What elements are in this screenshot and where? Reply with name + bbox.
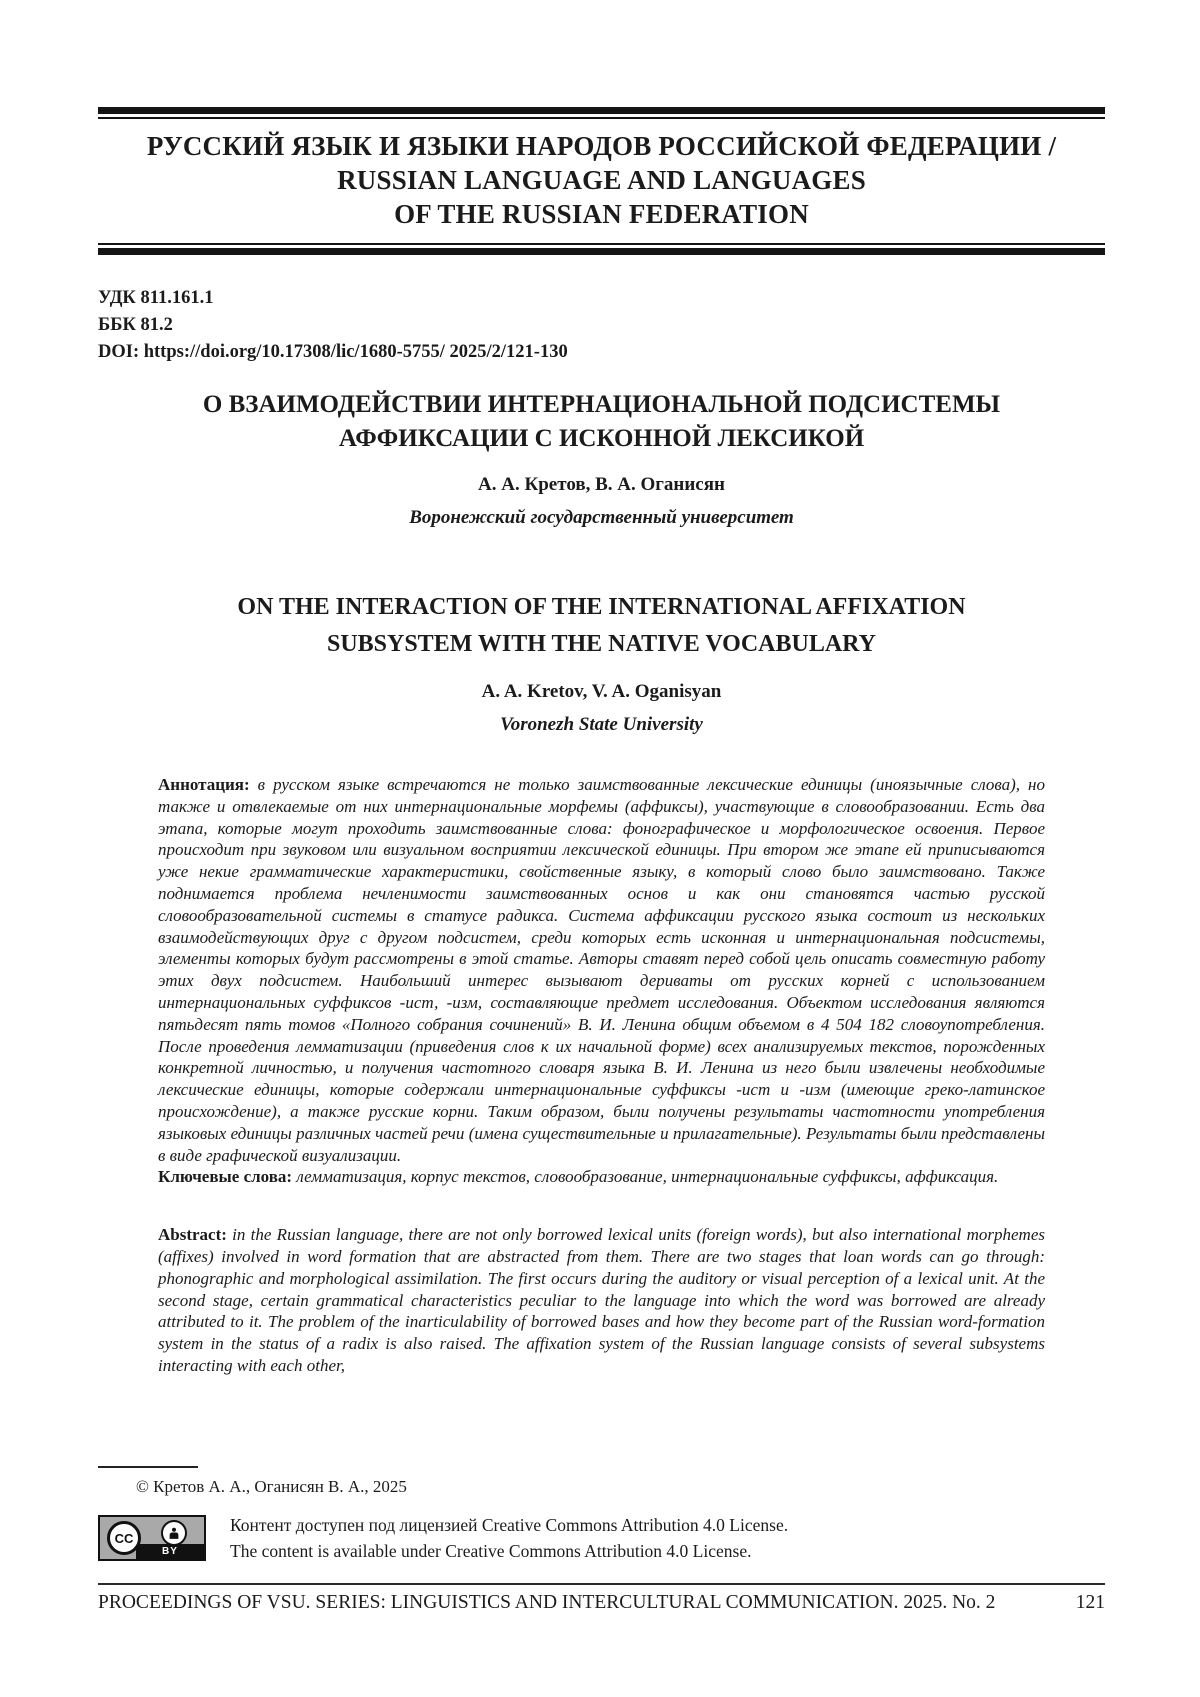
rubric-rule-top xyxy=(98,107,1105,119)
keywords-ru xyxy=(158,1166,1045,1188)
rubric-line-en-2: OF THE RUSSIAN FEDERATION xyxy=(394,199,809,229)
person-icon xyxy=(161,1520,187,1546)
abstract-ru-text: в русском языке встречаются не только заимствованные лексические единицы (иноязычные слова), но также и отвлекаемые от них интернациональные морфемы (аффиксы), участвующие в словообразовании. Есть два этапа, которые могут проходить заимствованные слова: фонографическое и морфологическое освоения. Первое происходит при звуковом или визуальном восприятии лексической единицы. При втором же этапе ей приписываются уже некие грамматические характеристики, свойственные языку, в который слово было заимствовано. Также поднимается проблема нечленимости заимствованных основ и как они становятся частью русской словообразовательной системы в статусе радикса. Система аффиксации русского языка состоит из нескольких взаимодействующих друг с другом подсистем, среди которых есть исконная и интернациональная подсистемы, элементы которых будут рассмотрены в этой статье. Авторы ставят перед собой цель описать совместную работу этих двух подсистем. Наибольший интерес вызывают дериваты от русских корней с использованием интернациональных суффиксов -ист, -изм, составляющие предмет исследования. Объектом исследования являются пятьдесят пять томов «Полного собрания сочинений» В. И. Ленина общим объемом в 4 504 182 словоупотребления. После проведения лемматизации (приведения слов к их начальной форме) всех анализируемых текстов, порожденных конкретной личностью, и получения частотного словаря языка В. И. Ленина из него были извлечены необходимые лексические единицы, которые содержали интернациональные суффиксы -ист и -изм (имеющие греко-латинское происхождение), а также русские корни. Таким образом, были получены результаты частотности употребления языковых единицы различных частей речи (имена существительные и прилагательные). Результаты были представлены в виде графической визуализации. xyxy=(158,775,1045,1165)
authors-ru: А. А. Кретов, В. А. Оганисян xyxy=(478,474,725,495)
article-title-ru xyxy=(98,388,1105,456)
rubric-rule-bottom xyxy=(98,243,1105,255)
article-title-en xyxy=(98,589,1105,663)
abstract-en-label: Abstract: xyxy=(158,1225,227,1245)
journal-footer-text: PROCEEDINGS OF VSU. SERIES: LINGUISTICS AND INTERCULTURAL COMMUNICATION. 2025. No. 2 xyxy=(98,1592,996,1613)
abstract-en-block xyxy=(158,1224,1045,1377)
bbk-line: ББК 81.2 xyxy=(98,315,173,335)
title-ru-line-1: О ВЗАИМОДЕЙСТВИИ ИНТЕРНАЦИОНАЛЬНОЙ ПОДСИСТЕМЫ xyxy=(202,391,1001,418)
cc-icon: CC xyxy=(107,1521,141,1555)
footer-rule xyxy=(98,1583,1105,1585)
keywords-ru-label: Ключевые слова: xyxy=(158,1167,293,1187)
rubric-line-ru: РУССКИЙ ЯЗЫК И ЯЗЫКИ НАРОДОВ РОССИЙСКОЙ ФЕДЕРАЦИИ / xyxy=(146,131,1057,161)
title-ru-line-2: АФФИКСАЦИИ С ИСКОННОЙ ЛЕКСИКОЙ xyxy=(338,425,865,452)
license-row xyxy=(98,1512,788,1564)
license-text xyxy=(230,1512,788,1564)
title-en-line-2: SUBSYSTEM WITH THE NATIVE VOCABULARY xyxy=(326,631,877,657)
copyright-line: © Кретов А. А., Оганисян В. А., 2025 xyxy=(136,1477,407,1496)
journal-rubric-banner xyxy=(98,129,1105,231)
rule-thick xyxy=(98,248,1105,255)
rule-thin xyxy=(98,117,1105,119)
title-en-line-1: ON THE INTERACTION OF THE INTERNATIONAL AFFIXATION xyxy=(237,594,966,620)
affiliation-ru: Воронежский государственный университет xyxy=(409,507,794,528)
affiliation-en: Voronezh State University xyxy=(500,714,703,735)
abstract-ru-block xyxy=(158,774,1045,1188)
udk-line: УДК 811.161.1 xyxy=(98,288,214,308)
footnote-rule xyxy=(98,1466,198,1468)
rubric-line-en-1: RUSSIAN LANGUAGE AND LANGUAGES xyxy=(337,165,866,195)
abstract-ru-label: Аннотация: xyxy=(158,775,250,794)
abstract-ru xyxy=(158,774,1045,1166)
abstract-en xyxy=(158,1224,1045,1377)
abstract-en-text: in the Russian language, there are not only borrowed lexical units (foreign words), but also international morphemes (affixes) involved in word formation that are abstracted from them. There are two stages that loan words can go through: phonographic and morphological assimilation. The first occurs during the auditory or visual perception of a lexical unit. At the second stage, certain grammatical characteristics peculiar to the language into which the word was borrowed are already attributed to it. The problem of the inarticulability of borrowed bases and how they become part of the Russian word-formation system in the status of a radix is also raised. The affixation system of the Russian language consists of several subsystems interacting with each other, xyxy=(158,1225,1045,1375)
journal-footer-line xyxy=(98,1592,1105,1614)
rule-thick xyxy=(98,107,1105,114)
doi-line: DOI: https://doi.org/10.17308/lic/1680-5755/ 2025/2/121-130 xyxy=(98,342,568,362)
authors-en: A. A. Kretov, V. A. Oganisyan xyxy=(481,681,722,702)
article-meta xyxy=(98,285,1105,366)
license-text-en: The content is available under Creative Commons Attribution 4.0 License. xyxy=(230,1541,752,1561)
rule-thin xyxy=(98,243,1105,245)
page-number: 121 xyxy=(1075,1592,1105,1613)
keywords-ru-text: лемматизация, корпус текстов, словообразование, интернациональные суффиксы, аффиксация. xyxy=(292,1167,999,1187)
license-text-ru: Контент доступен под лицензией Creative Commons Attribution 4.0 License. xyxy=(230,1515,789,1535)
cc-by-badge xyxy=(98,1515,206,1561)
by-label: BY xyxy=(136,1544,204,1559)
